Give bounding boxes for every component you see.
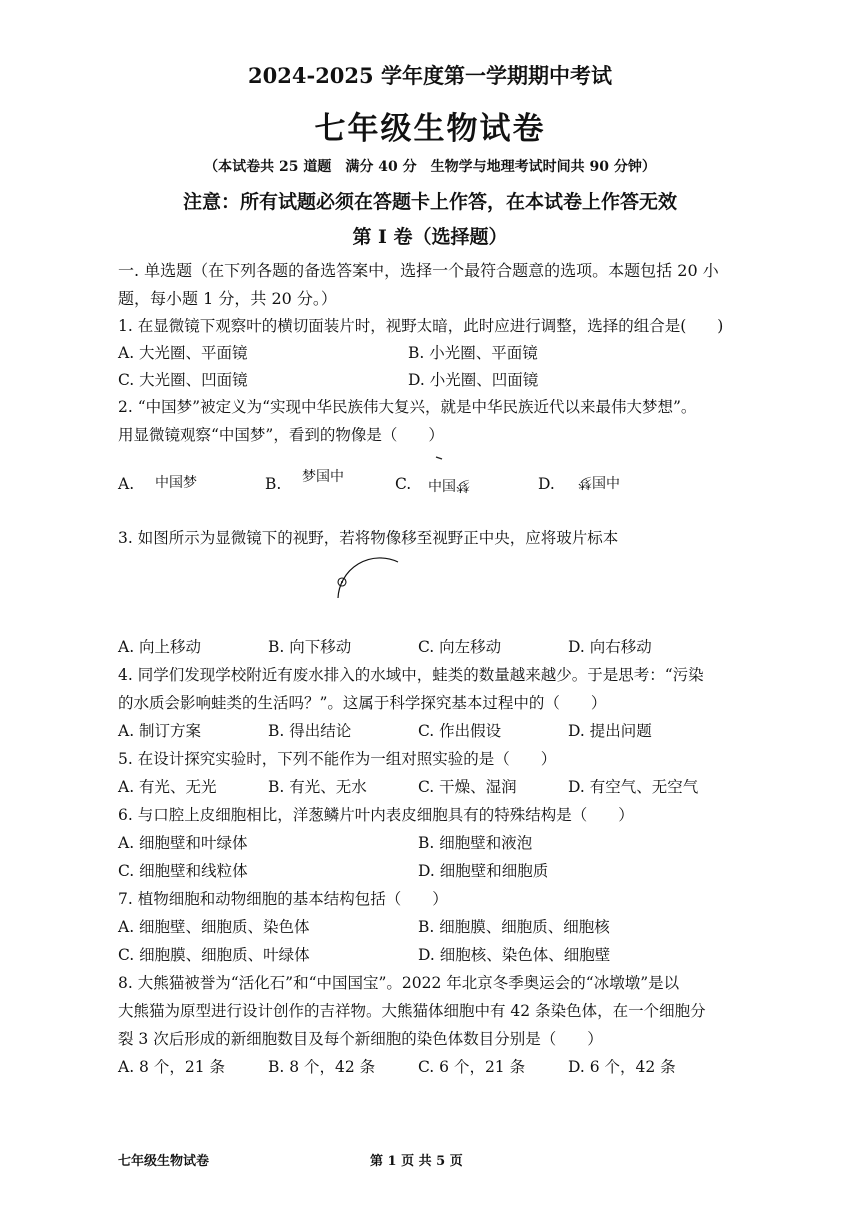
q7-stem: 7. 植物细胞和动物细胞的基本结构包括（ ） [118, 890, 448, 908]
q3-option-b: B. 向下移动 [268, 638, 352, 656]
q8-option-d: D. 6 个，42 条 [568, 1058, 676, 1076]
q1-option-b: B. 小光圈、平面镜 [408, 344, 538, 362]
q2-stroke-marks [0, 445, 860, 485]
microscope-field-diagram [320, 550, 400, 620]
q2-option-b-image: 梦国中 [302, 469, 344, 485]
q2-option-c-text1: 中国 [428, 479, 456, 495]
q3-option-c: C. 向左移动 [418, 638, 502, 656]
q8-stem-line3: 裂 3 次后形成的新细胞数目及每个新细胞的染色体数目分别是（ ） [118, 1030, 603, 1048]
q4-option-d: D. 提出问题 [568, 722, 652, 740]
q1-option-c: C. 大光圈、凹面镜 [118, 371, 248, 389]
q6-stem: 6. 与口腔上皮细胞相比，洋葱鳞片叶内表皮细胞具有的特殊结构是（ ） [118, 806, 634, 824]
q3-option-a: A. 向上移动 [118, 638, 202, 656]
section-heading-line2: 题，每小题 1 分，共 20 分。） [118, 289, 337, 308]
q1-stem: 1. 在显微镜下观察叶的横切面装片时，视野太暗，此时应进行调整，选择的组合是( ) [118, 317, 724, 335]
section-heading-line1: 一. 单选题（在下列各题的备选答案中，选择一个最符合题意的选项。本题包括 20 小 [118, 261, 719, 280]
q5-option-c: C. 干燥、湿润 [418, 778, 517, 796]
q5-option-b: B. 有光、无水 [268, 778, 367, 796]
q8-option-a: A. 8 个，21 条 [118, 1058, 225, 1076]
q3-option-d: D. 向右移动 [568, 638, 652, 656]
specimen-dot [341, 581, 343, 583]
notice: 注意：所有试题必须在答题卡上作答，在本试卷上作答无效 [182, 191, 677, 213]
q8-stem-line1: 8. 大熊猫被誉为“活化石”和“中国国宝”。2022 年北京冬季奥运会的“冰墩墩”是以 [118, 974, 680, 992]
field-of-view-arc [338, 558, 398, 598]
q7-option-a: A. 细胞壁、细胞质、染色体 [118, 918, 310, 936]
q8-option-c: C. 6 个，21 条 [418, 1058, 526, 1076]
exam-info: （本试卷共 25 道题 满分 40 分 生物学与地理考试时间共 90 分钟） [204, 159, 656, 175]
q2-option-c-label: C. [395, 475, 412, 493]
q6-option-d: D. 细胞壁和细胞质 [418, 862, 549, 880]
paper-title: 七年级生物试卷 [314, 111, 546, 147]
q2-option-b-label: B. [265, 475, 282, 493]
q2-stem-line1: 2. “中国梦”被定义为“实现中华民族伟大复兴，就是中华民族近代以来最伟大梦想”。 [118, 398, 697, 416]
q4-stem-line1: 4. 同学们发现学校附近有废水排入的水域中，蛙类的数量越来越少。于是思考：“污染 [118, 666, 704, 684]
q2-option-c-text2: 梦 [456, 477, 470, 493]
exam-title: 2024-2025 学年度第一学期期中考试 [248, 63, 612, 88]
q7-option-c: C. 细胞膜、细胞质、叶绿体 [118, 946, 310, 964]
footer-paper-name: 七年级生物试卷 [118, 1154, 210, 1169]
q4-stem-line2: 的水质会影响蛙类的生活吗？”。这属于科学探究基本过程中的（ ） [118, 694, 607, 712]
q4-option-a: A. 制订方案 [118, 722, 202, 740]
q1-option-d: D. 小光圈、凹面镜 [408, 371, 539, 389]
q8-option-b: B. 8 个，42 条 [268, 1058, 376, 1076]
q6-option-b: B. 细胞壁和液泡 [418, 834, 533, 852]
q6-option-a: A. 细胞壁和叶绿体 [118, 834, 248, 852]
q2-option-d-text1: 梦 [578, 474, 592, 490]
q2-option-a-image: 中国梦 [155, 475, 197, 491]
q4-option-c: C. 作出假设 [418, 722, 502, 740]
q4-option-b: B. 得出结论 [268, 722, 352, 740]
q6-option-c: C. 细胞壁和线粒体 [118, 862, 248, 880]
part-title: 第 I 卷（选择题） [352, 226, 508, 248]
footer-page-number: 第 1 页 共 5 页 [370, 1154, 463, 1169]
q5-option-a: A. 有光、无光 [118, 778, 217, 796]
q2-stem-line2: 用显微镜观察“中国梦”，看到的物像是（ ） [118, 426, 444, 444]
q8-stem-line2: 大熊猫为原型进行设计创作的吉祥物。大熊猫体细胞中有 42 条染色体，在一个细胞分 [118, 1002, 706, 1020]
q5-option-d: D. 有空气、无空气 [568, 778, 699, 796]
q7-option-d: D. 细胞核、染色体、细胞壁 [418, 946, 611, 964]
q2-option-a-label: A. [118, 475, 135, 493]
q2-option-d-label: D. [538, 475, 555, 493]
q2-option-d-text2: 国中 [592, 476, 620, 492]
q7-option-b: B. 细胞膜、细胞质、细胞核 [418, 918, 610, 936]
q1-option-a: A. 大光圈、平面镜 [118, 344, 248, 362]
q3-stem: 3. 如图所示为显微镜下的视野，若将物像移至视野正中央，应将玻片标本 [118, 529, 619, 547]
q5-stem: 5. 在设计探究实验时，下列不能作为一组对照实验的是（ ） [118, 750, 557, 768]
